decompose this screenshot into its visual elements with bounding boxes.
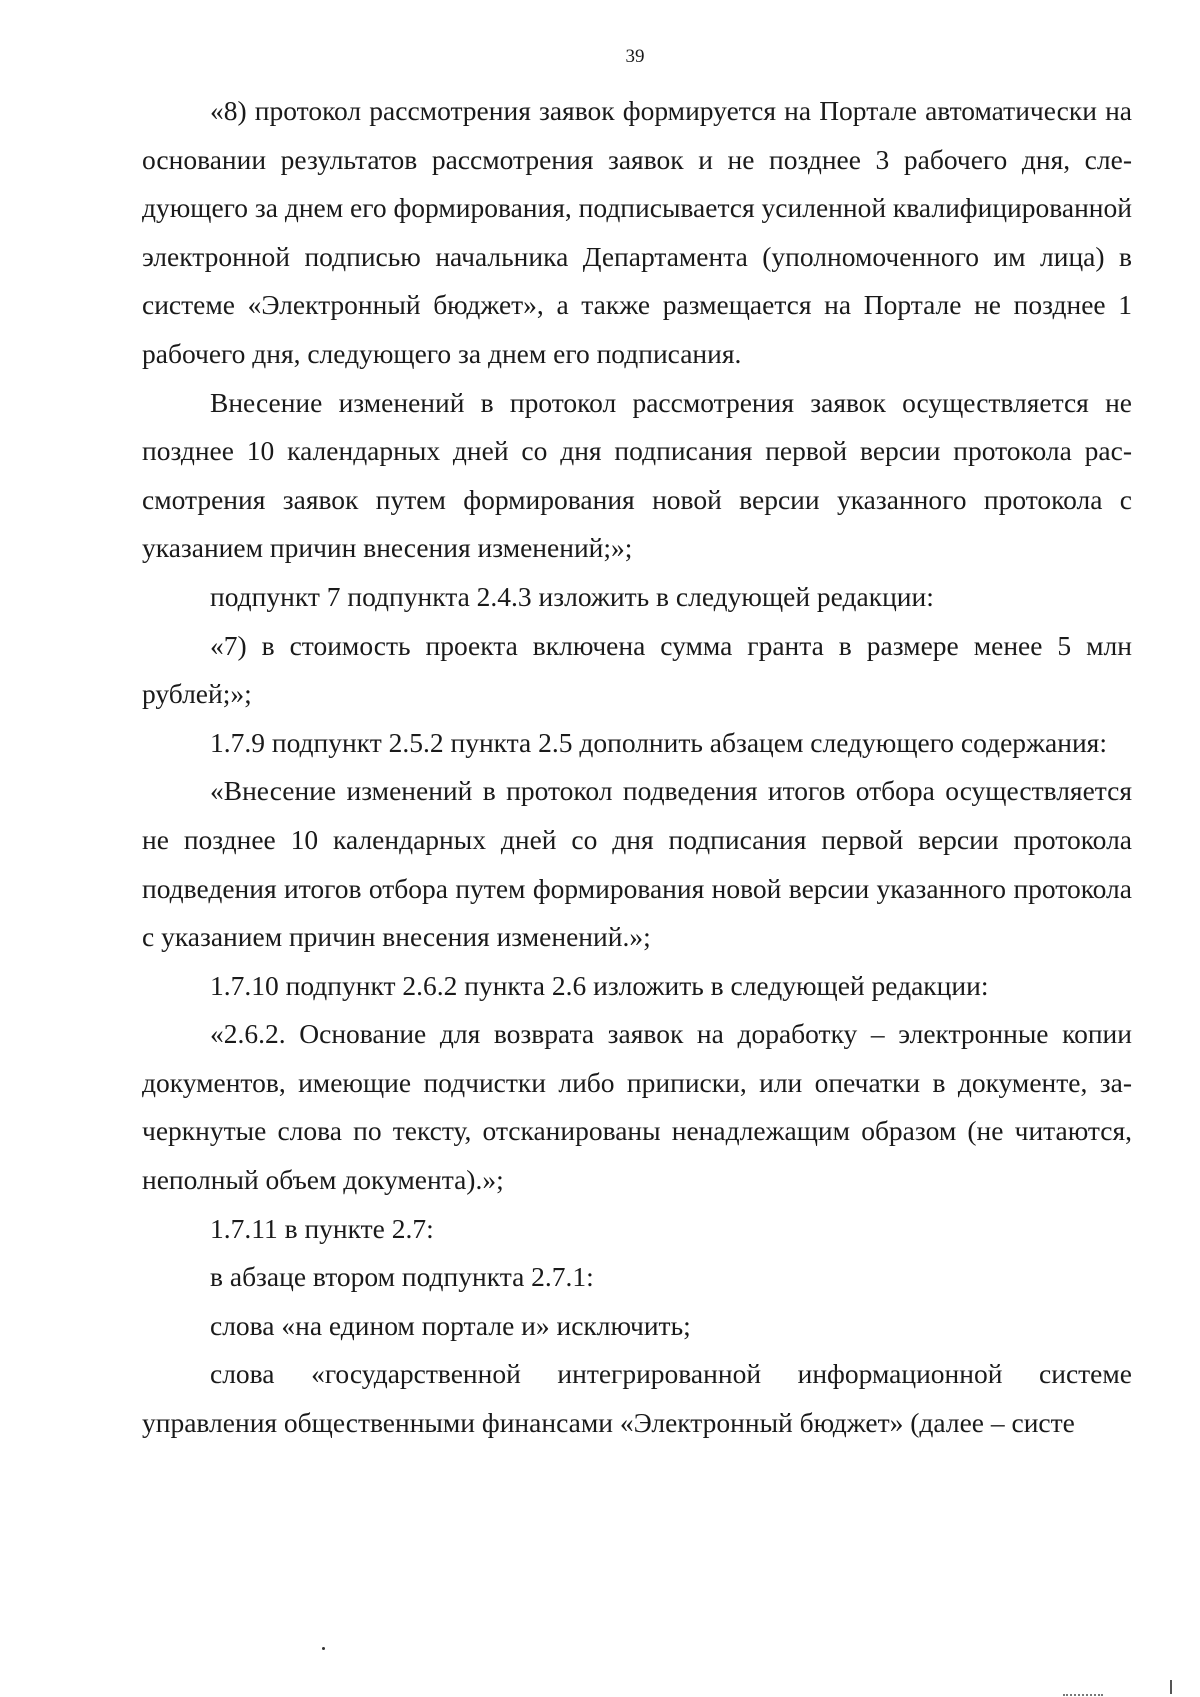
- paragraph-protocol-changes: Внесение изменений в протокол рассмотрения заявок осуществляется не позднее 10 календарных дней со дня подписания первой версии протокола рассмотрения заявок путем формирования новой версии указанного протокола с указанием причин внесения изменений;»;: [142, 386, 1132, 564]
- paragraph-2-6-2-text: «2.6.2. Основание для возврата заявок на доработку – электронные копии документов, имеющие подчистки либо приписки, или опечатки в документе, зачеркнутые слова по тексту, отсканированы ненадлежащим образом (не читаются, неполный объем документа).»;: [142, 1018, 1132, 1196]
- paragraph-subclause-7-text: «7) в стоимость проекта включена сумма гранта в размере менее 5 млн рублей;»;: [142, 629, 1132, 710]
- page-number: 39: [625, 46, 645, 67]
- paragraph-item-1-7-9: 1.7.9 подпункт 2.5.2 пункта 2.5 дополнить абзацем следующего содержания:: [210, 726, 1107, 758]
- scan-edge-mark: [1170, 1680, 1172, 1694]
- scan-dot-mark: [322, 1647, 325, 1650]
- scan-corner-mark: [1063, 1686, 1103, 1696]
- paragraph-results-protocol-changes: «Внесение изменений в протокол подведения итогов отбора осуществляется не позднее 10 календарных дней со дня подписания первой версии протокола подведения итогов отбора путем формирования новой версии указанного протокола с указанием причин внесения изменений.»;: [142, 775, 1132, 953]
- paragraph-item-1-7-10: 1.7.10 подпункт 2.6.2 пункта 2.6 изложить в следующей редакции:: [210, 969, 989, 1001]
- paragraph-exclude-words: слова «на едином портале и» исключить;: [210, 1309, 691, 1341]
- paragraph-system-words: слова «государственной интегрированной информационной системе управления общественными финансами «Электронный бюджет» (далее – систе: [142, 1358, 1132, 1439]
- paragraph-subclause-7-intro: подпункт 7 подпункта 2.4.3 изложить в следующей редакции:: [210, 580, 934, 612]
- document-body: [142, 87, 1132, 1448]
- paragraph-subclause-2-7-1: в абзаце втором подпункта 2.7.1:: [210, 1261, 594, 1293]
- paragraph-protocol-formation: «8) протокол рассмотрения заявок формируется на Портале автоматически на основании результатов рассмотрения заявок и не позднее 3 рабочего дня, следующего за днем его формирования, подписывается усиленной квалифицированной электронной подписью начальника Департамента (уполномоченного им лица) в системе «Электронный бюджет», а также размещается на Портале не позднее 1 рабочего дня, следующего за днем его подписания.: [142, 95, 1132, 369]
- paragraph-item-1-7-11: 1.7.11 в пункте 2.7:: [210, 1212, 434, 1244]
